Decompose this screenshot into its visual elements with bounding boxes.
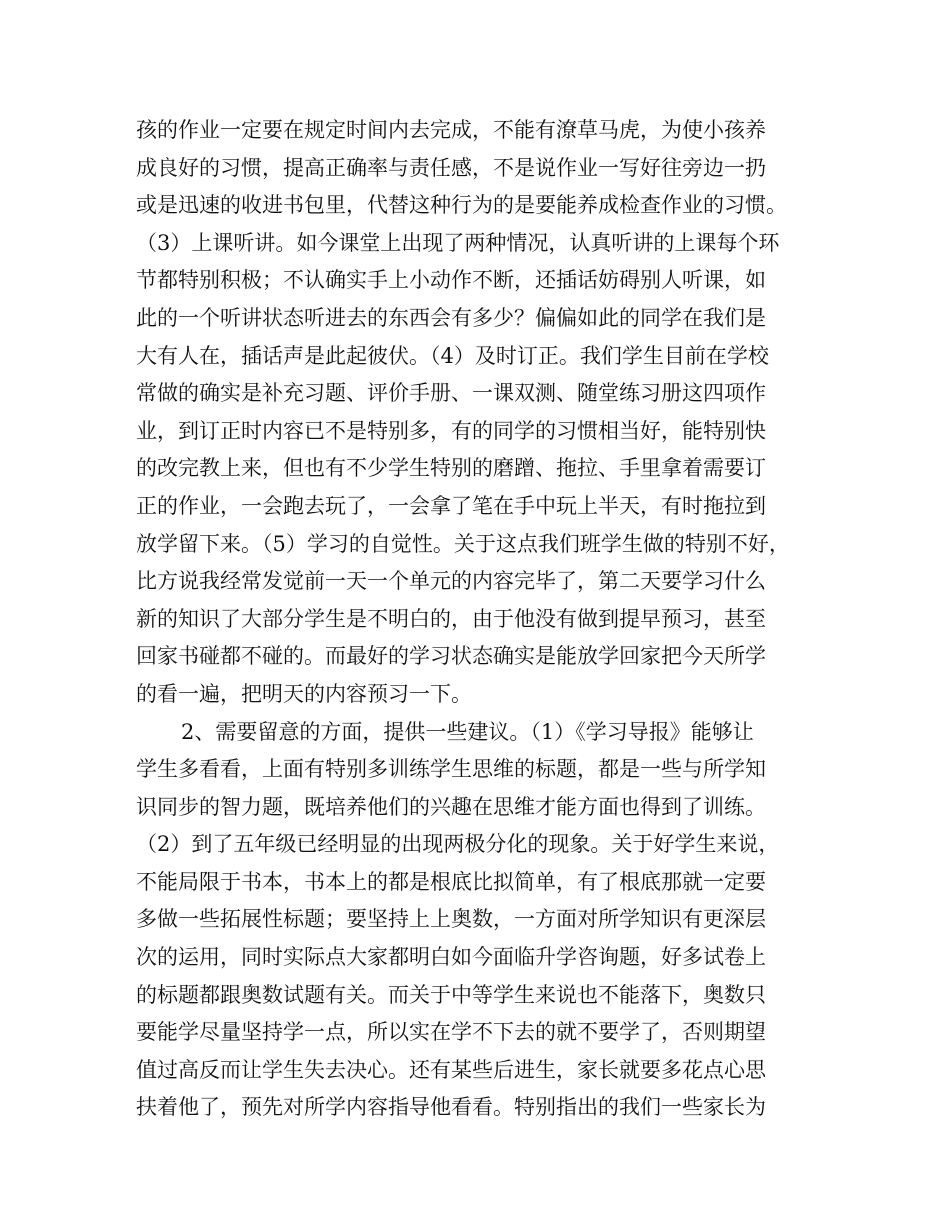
- text-line: 比方说我经常发觉前一天一个单元的内容完毕了，第二天要学习什么: [136, 569, 766, 594]
- text-line: 回家书碰都不碰的。而最好的学习状态确实是能放学回家把今天所学: [136, 644, 766, 669]
- paragraph-1: [136, 112, 816, 714]
- text-line: 要能学尽量坚持学一点，所以实在学不下去的就不要学了，否则期望: [136, 1020, 766, 1045]
- text-line: 值过高反而让学生失去决心。还有某些后进生，家长就要多花点心思: [136, 1057, 766, 1082]
- text-line: 成良好的习惯，提高正确率与责任感，不是说作业一写好往旁边一扔: [136, 155, 766, 180]
- text-line: 或是迅速的收进书包里，代替这种行为的是要能养成检查作业的习惯。: [136, 193, 787, 218]
- text-line: 的改完教上来，但也有不少学生特别的磨蹭、拖拉、手里拿着需要订: [136, 456, 766, 481]
- text-line: 新的知识了大部分学生是不明白的，由于他没有做到提早预习，甚至: [136, 606, 766, 631]
- text-line: 次的运用，同时实际点大家都明白如今面临升学咨询题，好多试卷上: [136, 945, 766, 970]
- paragraph-2: [136, 714, 816, 1128]
- text-line: （2）到了五年级已经明显的出现两极分化的现象。关于好学生来说，: [136, 832, 780, 857]
- text-line: 扶着他了，预先对所学内容指导他看看。特别指出的我们一些家长为: [136, 1095, 766, 1120]
- text-line: 大有人在，插话声是此起彼伏。（4）及时订正。我们学生目前在学校: [136, 343, 769, 368]
- text-line: （3）上课听讲。如今课堂上出现了两种情况，认真听讲的上课每个环: [136, 230, 780, 255]
- text-line-indented: 2、需要留意的方面，提供一些建议。（1）《学习导报》能够让: [181, 719, 754, 744]
- text-line: 孩的作业一定要在规定时间内去完成，不能有潦草马虎，为使小孩养: [136, 118, 766, 142]
- text-line: 的看一遍，把明天的内容预习一下。: [136, 681, 472, 706]
- text-line: 放学留下来。（5）学习的自觉性。关于这点我们班学生做的特别不好，: [136, 531, 790, 556]
- text-line: 多做一些拓展性标题；要坚持上上奥数，一方面对所学知识有更深层: [136, 907, 766, 932]
- document-body: [136, 112, 816, 1127]
- text-line: 的标题都跟奥数试题有关。而关于中等学生来说也不能落下，奥数只: [136, 982, 766, 1007]
- text-line: 学生多看看，上面有特别多训练学生思维的标题，都是一些与所学知: [136, 757, 766, 782]
- text-line: 节都特别积极；不认确实手上小动作不断，还插话妨碍别人听课，如: [136, 268, 766, 293]
- text-line: 此的一个听讲状态听进去的东西会有多少？偏偏如此的同学在我们是: [136, 305, 766, 330]
- text-line: 识同步的智力题，既培养他们的兴趣在思维才能方面也得到了训练。: [136, 794, 766, 819]
- text-line: 不能局限于书本，书本上的都是根底比拟简单，有了根底那就一定要: [136, 869, 766, 894]
- text-line: 常做的确实是补充习题、评价手册、一课双测、随堂练习册这四项作: [136, 381, 766, 406]
- text-line: 正的作业，一会跑去玩了，一会拿了笔在手中玩上半天，有时拖拉到: [136, 493, 766, 518]
- text-line: 业，到订正时内容已不是特别多，有的同学的习惯相当好，能特别快: [136, 418, 766, 443]
